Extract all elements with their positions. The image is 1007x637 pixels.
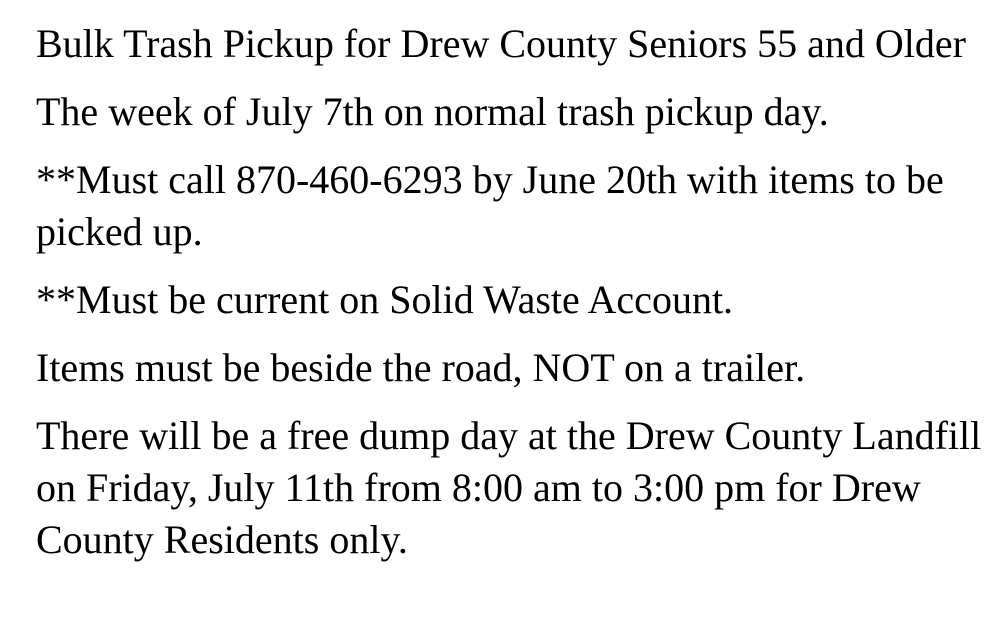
account-requirement: **Must be current on Solid Waste Account. <box>36 277 734 322</box>
notice-body <box>36 18 996 566</box>
call-requirement: **Must call 870-460-6293 by June 20th with items to be picked up. <box>36 157 944 254</box>
notice-title: Bulk Trash Pickup for Drew County Seniors 55 and Older <box>36 21 966 66</box>
placement-rule: Items must be beside the road, NOT on a trailer. <box>36 345 806 390</box>
pickup-schedule: The week of July 7th on normal trash pickup day. <box>36 89 829 134</box>
free-dump-day: There will be a free dump day at the Drew County Landfill on Friday, July 11th from 8:00 am to 3:00 pm for Drew County Residents only. <box>36 413 982 562</box>
